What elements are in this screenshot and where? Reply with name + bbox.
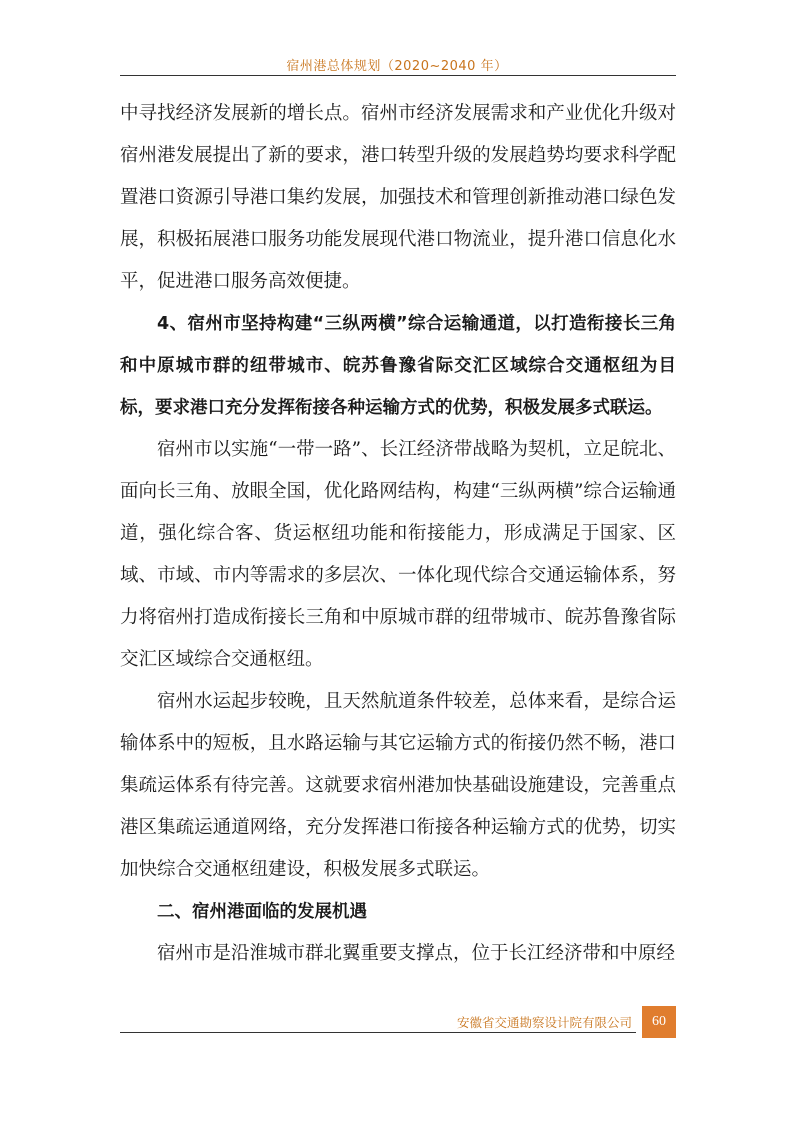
running-header-title: 宿州港总体规划（2020~2040 年） xyxy=(286,59,508,74)
paragraph-bold-point-4: 4、宿州市坚持构建“三纵两横”综合运输通道，以打造衔接长三角和中原城市群的纽带城市、皖苏鲁豫省际交汇区域综合交通枢纽为目标，要求港口充分发挥衔接各种运输方式的优势，积极发展多式联运。 xyxy=(120,314,676,418)
document-body xyxy=(120,93,676,975)
footer-divider xyxy=(120,1032,636,1033)
section-heading: 二、宿州港面临的发展机遇 xyxy=(157,902,367,922)
footer-company-name: 安徽省交通勘察设计院有限公司 xyxy=(456,1015,632,1030)
paragraph-water-transport: 宿州水运起步较晚，且天然航道条件较差，总体来看，是综合运输体系中的短板，且水路运输与其它运输方式的衔接仍然不畅，港口集疏运体系有待完善。这就要求宿州港加快基础设施建设，完善重点港区集疏运通道网络，充分发挥港口衔接各种运输方式的优势，切实加快综合交通枢纽建设，积极发展多式联运。 xyxy=(120,691,676,880)
paragraph-transport-hub: 宿州市以实施“一带一路”、长江经济带战略为契机，立足皖北、面向长三角、放眼全国，优化路网结构，构建“三纵两横”综合运输通道，强化综合客、货运枢纽功能和衔接能力，形成满足于国家、区域、市域、市内等需求的多层次、一体化现代综合交通运输体系，努力将宿州打造成衔接长三角和中原城市群的纽带城市、皖苏鲁豫省际交汇区域综合交通枢纽。 xyxy=(120,439,676,670)
header-divider xyxy=(120,75,676,76)
paragraph-opportunities: 宿州市是沿淮城市群北翼重要支撑点，位于长江经济带和中原经 xyxy=(157,943,676,964)
page-number-badge: 60 xyxy=(642,1006,676,1038)
paragraph-continuation: 中寻找经济发展新的增长点。宿州市经济发展需求和产业优化升级对宿州港发展提出了新的要求，港口转型升级的发展趋势均要求科学配置港口资源引导港口集约发展，加强技术和管理创新推动港口绿色发展，积极拓展港口服务功能发展现代港口物流业，提升港口信息化水平，促进港口服务高效便捷。 xyxy=(120,103,676,292)
